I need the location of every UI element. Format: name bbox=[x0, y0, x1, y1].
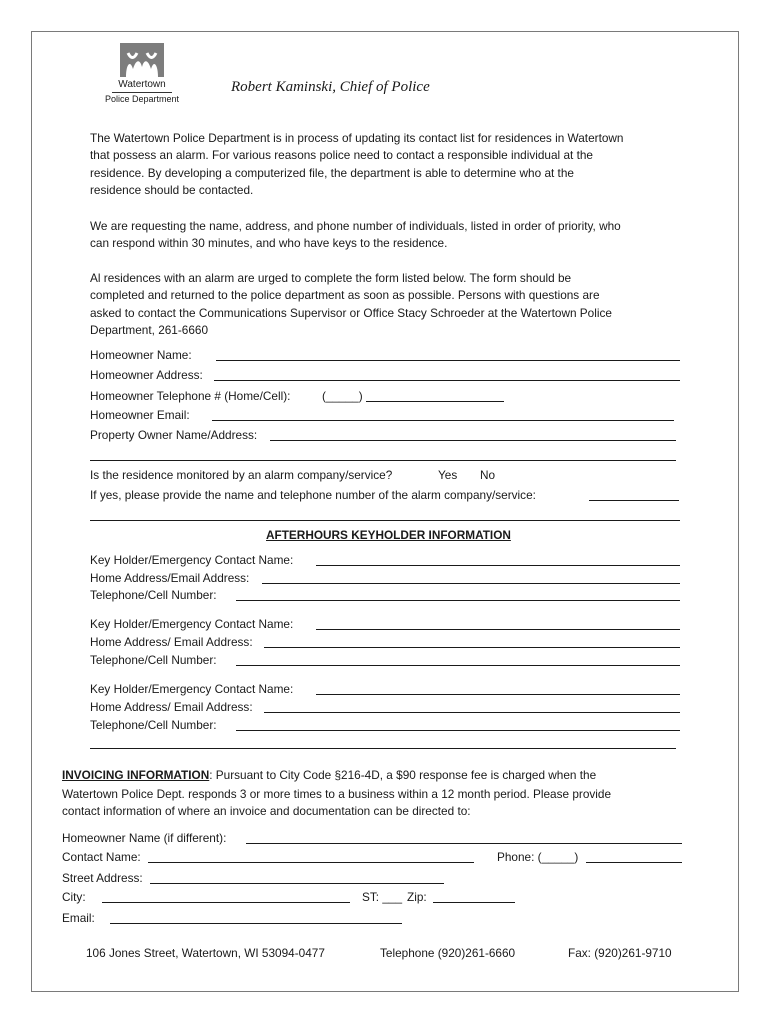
alarm-no-option[interactable]: No bbox=[480, 468, 496, 482]
footer-address: 106 Jones Street, Watertown, WI 53094-0477 bbox=[86, 946, 325, 960]
intro-line: We are requesting the name, address, and phone number of individuals, listed in order of priority, who bbox=[90, 219, 621, 233]
logo-department: Police Department bbox=[104, 94, 180, 104]
property-owner-label: Property Owner Name/Address: bbox=[90, 428, 258, 442]
keyholder-3-phone-field[interactable] bbox=[236, 730, 680, 731]
invoice-city-label: City: bbox=[62, 890, 86, 904]
homeowner-name-field[interactable] bbox=[216, 360, 680, 361]
intro-line: residence should be contacted. bbox=[90, 182, 254, 197]
invoice-name-label: Homeowner Name (if different): bbox=[62, 831, 227, 845]
invoice-contact-field[interactable] bbox=[148, 862, 474, 863]
invoicing-line-1 bbox=[62, 767, 596, 784]
police-logo bbox=[104, 43, 180, 107]
keyholder-1-address-field[interactable] bbox=[262, 583, 680, 584]
invoice-contact-label: Contact Name: bbox=[62, 850, 141, 864]
footer-telephone: Telephone (920)261-6660 bbox=[380, 946, 516, 960]
property-owner-field-line2[interactable] bbox=[90, 460, 676, 461]
homeowner-phone-label: Homeowner Telephone # (Home/Cell): bbox=[90, 389, 291, 403]
invoice-name-field[interactable] bbox=[246, 843, 682, 844]
keyholder-extra-line[interactable] bbox=[90, 748, 676, 749]
logo-rule bbox=[112, 92, 172, 93]
keyholder-1-name-field[interactable] bbox=[316, 565, 680, 566]
intro-line: The Watertown Police Department is in process of updating its contact list for residences in Watertown bbox=[90, 131, 624, 145]
keyholder-1-name-label: Key Holder/Emergency Contact Name: bbox=[90, 553, 294, 567]
invoicing-line-1-text: : Pursuant to City Code §216-4D, a $90 response fee is charged when the bbox=[209, 768, 597, 782]
intro-line: Department, 261-6660 bbox=[90, 322, 209, 337]
keyholder-2-address-field[interactable] bbox=[264, 647, 680, 648]
keyholder-3-name-label: Key Holder/Emergency Contact Name: bbox=[90, 682, 294, 696]
invoice-state-label: ST: ___ bbox=[362, 890, 403, 904]
invoice-street-label: Street Address: bbox=[62, 871, 143, 885]
keyholder-1-phone-label: Telephone/Cell Number: bbox=[90, 588, 217, 602]
intro-line: can respond within 30 minutes, and who have keys to the residence. bbox=[90, 236, 448, 251]
invoicing-line-2: Watertown Police Dept. responds 3 or more times to a business within a 12 month period. Please provide bbox=[62, 787, 612, 801]
keyholder-1-address-label: Home Address/Email Address: bbox=[90, 571, 250, 585]
invoice-zip-field[interactable] bbox=[433, 902, 515, 903]
invoice-city-field[interactable] bbox=[102, 902, 350, 903]
watertown-logo-icon bbox=[104, 43, 180, 79]
keyholder-3-address-field[interactable] bbox=[264, 712, 680, 713]
intro-line: that possess an alarm. For various reasons police need to contact a responsible individual at the bbox=[90, 148, 593, 163]
intro-line: residence. By developing a computerized file, the department is able to determine who at the bbox=[90, 165, 574, 180]
invoice-phone-label: Phone: (_____) bbox=[497, 850, 579, 864]
homeowner-email-label: Homeowner Email: bbox=[90, 408, 190, 422]
footer-fax: Fax: (920)261-9710 bbox=[568, 946, 672, 960]
alarm-company-label: If yes, please provide the name and telephone number of the alarm company/service: bbox=[90, 488, 536, 502]
invoice-zip-label: Zip: bbox=[407, 890, 427, 904]
intro-paragraph-3 bbox=[90, 270, 612, 339]
intro-paragraph-2 bbox=[90, 218, 621, 253]
keyholder-heading: AFTERHOURS KEYHOLDER INFORMATION bbox=[266, 528, 511, 542]
keyholder-2-name-label: Key Holder/Emergency Contact Name: bbox=[90, 617, 294, 631]
invoice-phone-field[interactable] bbox=[586, 862, 682, 863]
homeowner-name-label: Homeowner Name: bbox=[90, 348, 192, 362]
invoice-email-label: Email: bbox=[62, 911, 95, 925]
homeowner-phone-field[interactable] bbox=[366, 401, 504, 402]
keyholder-3-name-field[interactable] bbox=[316, 694, 680, 695]
logo-city-name: Watertown bbox=[118, 79, 166, 90]
intro-line: completed and returned to the police department as soon as possible. Persons with questions are bbox=[90, 288, 600, 303]
alarm-company-field[interactable] bbox=[589, 500, 679, 501]
invoicing-heading: INVOICING INFORMATION bbox=[62, 768, 210, 782]
alarm-yes-option[interactable]: Yes bbox=[438, 468, 458, 482]
invoicing-line-3: contact information of where an invoice and documentation can be directed to: bbox=[62, 804, 471, 818]
keyholder-2-name-field[interactable] bbox=[316, 629, 680, 630]
keyholder-2-phone-label: Telephone/Cell Number: bbox=[90, 653, 217, 667]
invoice-street-field[interactable] bbox=[150, 883, 444, 884]
alarm-company-field-line2[interactable] bbox=[90, 520, 680, 521]
intro-line: asked to contact the Communications Supervisor or Office Stacy Schroeder at the Watertown Police bbox=[90, 305, 612, 320]
invoice-email-field[interactable] bbox=[110, 923, 402, 924]
keyholder-2-address-label: Home Address/ Email Address: bbox=[90, 635, 253, 649]
alarm-question: Is the residence monitored by an alarm company/service? bbox=[90, 468, 393, 482]
intro-paragraph-1 bbox=[90, 130, 624, 199]
keyholder-1-phone-field[interactable] bbox=[236, 600, 680, 601]
intro-line: Al residences with an alarm are urged to complete the form listed below. The form should be bbox=[90, 271, 572, 285]
homeowner-address-field[interactable] bbox=[214, 380, 680, 381]
homeowner-address-label: Homeowner Address: bbox=[90, 368, 203, 382]
keyholder-2-phone-field[interactable] bbox=[236, 665, 680, 666]
property-owner-field[interactable] bbox=[270, 440, 676, 441]
keyholder-3-phone-label: Telephone/Cell Number: bbox=[90, 718, 217, 732]
homeowner-email-field[interactable] bbox=[212, 420, 674, 421]
chief-of-police-title: Robert Kaminski, Chief of Police bbox=[231, 79, 430, 95]
homeowner-phone-area-code: (_____) bbox=[322, 389, 363, 403]
keyholder-3-address-label: Home Address/ Email Address: bbox=[90, 700, 253, 714]
